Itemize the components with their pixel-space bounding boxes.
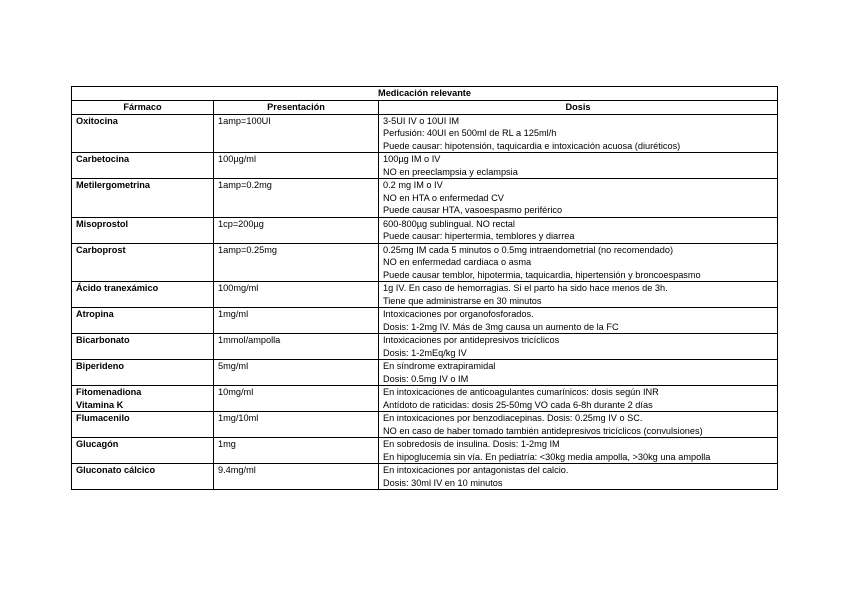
drug-name-cell	[72, 153, 214, 179]
dose-line: Intoxicaciones por antidepresivos tricíclicos	[383, 335, 560, 345]
presentation-cell: 1amp=0.2mg	[214, 179, 379, 218]
table-row	[72, 464, 778, 490]
drug-name-cell	[72, 308, 214, 334]
header-presentacion: Presentación	[214, 101, 379, 115]
presentation-cell: 9.4mg/ml	[214, 464, 379, 490]
drug-name: Vitamina K	[76, 399, 124, 410]
dose-line: Intoxicaciones por organofosforados.	[383, 309, 534, 319]
dose-cell	[379, 153, 778, 179]
dose-line: 0.2 mg IM o IV	[383, 180, 443, 190]
table-row	[72, 282, 778, 308]
dose-line: Dosis: 1-2mEq/kg IV	[383, 347, 467, 358]
drug-name-cell	[72, 243, 214, 282]
drug-name-cell	[72, 412, 214, 438]
dose-line: NO en HTA o enfermedad CV	[383, 192, 504, 203]
dose-cell	[379, 412, 778, 438]
dose-line: Puede causar temblor, hipotermia, taquicardia, hipertensión y broncoespasmo	[383, 269, 701, 280]
drug-name: Carboprost	[76, 244, 126, 255]
drug-name-cell	[72, 334, 214, 360]
presentation-cell: 10mg/ml	[214, 386, 379, 412]
header-dosis: Dosis	[379, 101, 778, 115]
drug-name: Glucagón	[76, 439, 119, 449]
dose-line: Dosis: 1-2mg IV. Más de 3mg causa un aumento de la FC	[383, 321, 619, 332]
dose-line: Dosis: 30ml IV en 10 minutos	[383, 477, 503, 488]
dose-line: En sobredosis de insulina. Dosis: 1-2mg IM	[383, 439, 560, 449]
table-row	[72, 438, 778, 464]
dose-line: 600-800µg sublingual. NO rectal	[383, 218, 515, 229]
table-row	[72, 360, 778, 386]
dose-cell	[379, 179, 778, 218]
dose-line: Puede causar: hipotensión, taquicardia e intoxicación acuosa (diuréticos)	[383, 140, 681, 151]
dose-line: NO en enfermedad cardiaca o asma	[383, 257, 532, 267]
dose-line: En intoxicaciones por benzodiacepinas. Dosis: 0.25mg IV o SC.	[383, 413, 643, 423]
dose-line: En síndrome extrapiramidal	[383, 361, 496, 371]
drug-name-cell	[72, 464, 214, 490]
dose-cell	[379, 438, 778, 464]
drug-name: Carbetocina	[76, 154, 130, 164]
dose-line: 1g IV. En caso de hemorragias. Si el parto ha sido hace menos de 3h.	[383, 283, 668, 293]
table-row	[72, 243, 778, 282]
presentation-cell: 1cp=200µg	[214, 217, 379, 243]
presentation-cell: 1amp=100UI	[214, 114, 379, 153]
dose-line: Perfusión: 40UI en 500ml de RL a 125ml/h	[383, 128, 557, 138]
drug-name-cell	[72, 386, 214, 412]
drug-name: Oxitocina	[76, 115, 118, 126]
drug-name: Bicarbonato	[76, 335, 130, 345]
presentation-cell: 100mg/ml	[214, 282, 379, 308]
drug-name: Biperideno	[76, 361, 124, 371]
medication-table	[71, 86, 778, 490]
dose-line: NO en caso de haber tomado también antidepresivos tricíclicos (convulsiones)	[383, 425, 703, 436]
table-header-row	[72, 101, 778, 115]
dose-line: NO en preeclampsia y eclampsia	[383, 166, 518, 177]
drug-name-cell	[72, 438, 214, 464]
dose-line: Dosis: 0.5mg IV o IM	[383, 373, 469, 384]
presentation-cell: 1amp=0.25mg	[214, 243, 379, 282]
table-row	[72, 217, 778, 243]
table-row	[72, 153, 778, 179]
dose-cell	[379, 308, 778, 334]
dose-cell	[379, 464, 778, 490]
dose-line: Puede causar: hipertermia, temblores y diarrea	[383, 231, 575, 241]
drug-name-cell	[72, 217, 214, 243]
drug-name: Atropina	[76, 309, 114, 319]
dose-cell	[379, 114, 778, 153]
table-row	[72, 334, 778, 360]
table-title: Medicación relevante	[72, 87, 778, 101]
dose-cell	[379, 386, 778, 412]
dose-line: Tiene que administrarse en 30 minutos	[383, 295, 542, 306]
dose-cell	[379, 282, 778, 308]
presentation-cell: 1mmol/ampolla	[214, 334, 379, 360]
table-row	[72, 179, 778, 218]
presentation-cell: 100µg/ml	[214, 153, 379, 179]
header-farmaco: Fármaco	[72, 101, 214, 115]
drug-name-cell	[72, 282, 214, 308]
dose-line: 100µg IM o IV	[383, 154, 441, 164]
dose-line: 0.25mg IM cada 5 minutos o 0.5mg intraendometrial (no recomendado)	[383, 244, 674, 255]
drug-name: Gluconato cálcico	[76, 465, 156, 475]
presentation-cell: 1mg/10ml	[214, 412, 379, 438]
drug-name: Misoprostol	[76, 218, 129, 229]
table-row	[72, 386, 778, 412]
table-row	[72, 308, 778, 334]
dose-cell	[379, 360, 778, 386]
dose-line: En intoxicaciones de anticoagulantes cumarínicos: dosis según INR	[383, 387, 659, 397]
drug-name: Ácido tranexámico	[76, 283, 159, 293]
dose-line: En hipoglucemia sin vía. En pediatría: <30kg media ampolla, >30kg una ampolla	[383, 451, 711, 462]
table-body	[72, 114, 778, 490]
drug-name: Fitomenadiona	[76, 387, 142, 397]
drug-name-cell	[72, 360, 214, 386]
presentation-cell: 1mg/ml	[214, 308, 379, 334]
dose-line: 3-5UI IV o 10UI IM	[383, 115, 460, 126]
dose-cell	[379, 217, 778, 243]
dose-line: En intoxicaciones por antagonistas del calcio.	[383, 465, 569, 475]
dose-line: Puede causar HTA, vasoespasmo periférico	[383, 205, 563, 215]
dose-line: Antídoto de raticidas: dosis 25-50mg VO cada 6-8h durante 2 días	[383, 399, 653, 410]
presentation-cell: 1mg	[214, 438, 379, 464]
dose-cell	[379, 334, 778, 360]
table-row	[72, 114, 778, 153]
drug-name-cell	[72, 179, 214, 218]
drug-name: Metilergometrina	[76, 180, 151, 190]
drug-name: Flumacenilo	[76, 413, 130, 423]
drug-name-cell	[72, 114, 214, 153]
table-title-row	[72, 87, 778, 101]
dose-cell	[379, 243, 778, 282]
table-row	[72, 412, 778, 438]
presentation-cell: 5mg/ml	[214, 360, 379, 386]
